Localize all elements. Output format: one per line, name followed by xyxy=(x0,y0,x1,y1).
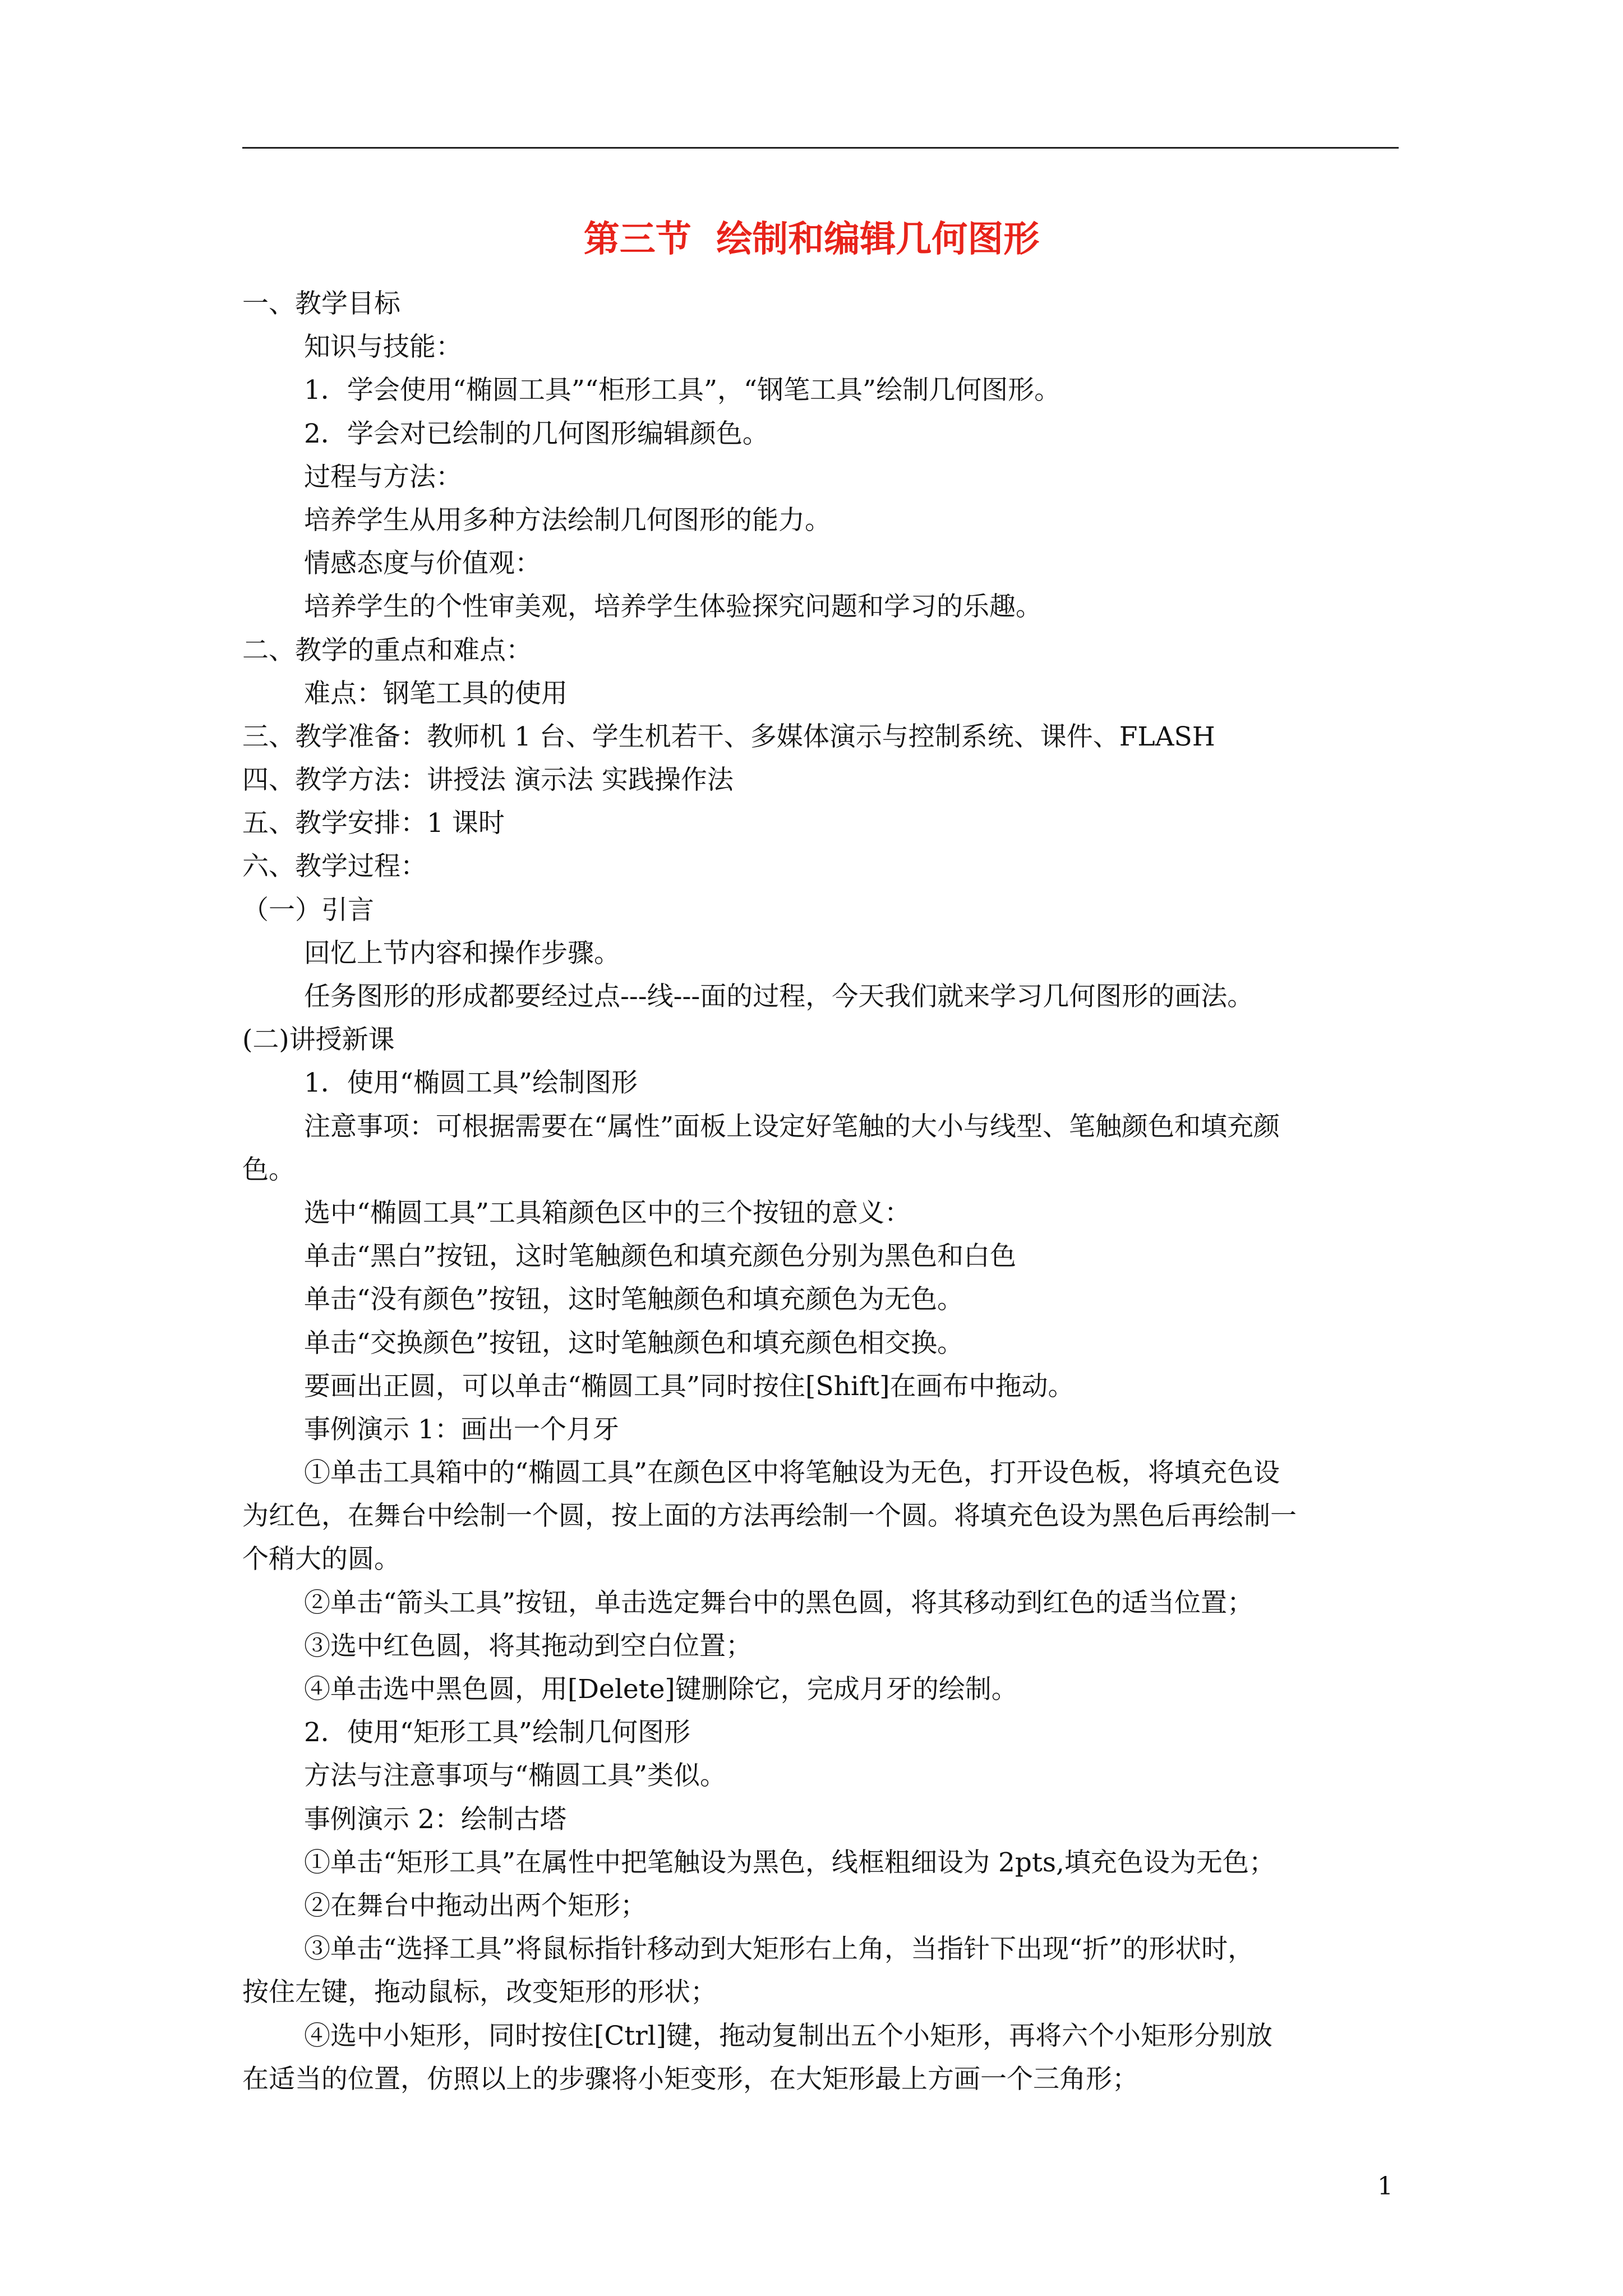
text-line: 过程与方法： xyxy=(304,461,462,493)
text-line: 回忆上节内容和操作步骤。 xyxy=(304,937,620,969)
text-line: 情感态度与价值观： xyxy=(304,548,541,579)
text-line: ④选中小矩形，同时按住[Ctrl]键，拖动复制出五个小矩形，再将六个小矩形分别放 xyxy=(304,2020,1273,2051)
page-number: 1 xyxy=(1377,2172,1393,2201)
text-line: 单击“没有颜色”按钮，这时笔触颜色和填充颜色为无色。 xyxy=(304,1284,964,1315)
text-line: ④单击选中黑色圆，用[Delete]键删除它，完成月牙的绘制。 xyxy=(304,1674,1018,1705)
document-body xyxy=(242,282,1399,2101)
text-line: 在适当的位置，仿照以上的步骤将小矩变形，在大矩形最上方画一个三角形； xyxy=(242,2063,1138,2095)
text-line: 1．学会使用“椭圆工具”“柜形工具”，“钢笔工具”绘制几何图形。 xyxy=(304,375,1061,406)
text-line: ②在舞台中拖动出两个矩形； xyxy=(304,1890,647,1921)
text-line: 个稍大的圆。 xyxy=(242,1544,400,1575)
text-line: ③单击“选择工具”将鼠标指针移动到大矩形右上角，当指针下出现“折”的形状时， xyxy=(304,1934,1255,1965)
text-line: 注意事项：可根据需要在“属性”面板上设定好笔触的大小与线型、笔触颜色和填充颜 xyxy=(304,1111,1280,1142)
text-line: 培养学生从用多种方法绘制几何图形的能力。 xyxy=(304,504,831,536)
text-line: 单击“交换颜色”按钮，这时笔触颜色和填充颜色相交换。 xyxy=(304,1327,964,1359)
text-line: 事例演示 1：画出一个月牙 xyxy=(304,1414,619,1445)
text-line: 要画出正圆，可以单击“椭圆工具”同时按住[Shift]在画布中拖动。 xyxy=(304,1370,1075,1402)
text-line: 单击“黑白”按钮，这时笔触颜色和填充颜色分别为黑色和白色 xyxy=(304,1241,1017,1272)
text-line: 2．使用“矩形工具”绘制几何图形 xyxy=(304,1717,690,1749)
text-line: 六、教学过程： xyxy=(242,851,427,882)
page-title: 第三节 绘制和编辑几何图形 xyxy=(583,219,1040,260)
text-line: 三、教学准备：教师机 1 台、学生机若干、多媒体演示与控制系统、课件、FLASH xyxy=(242,721,1215,752)
text-line: 培养学生的个性审美观，培养学生体验探究问题和学习的乐趣。 xyxy=(304,591,1042,623)
header-rule xyxy=(242,147,1399,149)
text-line: ②单击“箭头工具”按钮，单击选定舞台中的黑色圆，将其移动到红色的适当位置； xyxy=(304,1587,1254,1618)
text-line: 1．使用“椭圆工具”绘制图形 xyxy=(304,1068,638,1099)
text-line: ①单击工具箱中的“椭圆工具”在颜色区中将笔触设为无色，打开设色板，将填充色设 xyxy=(304,1457,1280,1489)
text-line: 方法与注意事项与“椭圆工具”类似。 xyxy=(304,1760,727,1792)
text-line: 色。 xyxy=(242,1154,295,1185)
text-line: (二)讲授新课 xyxy=(242,1024,395,1056)
text-line: 按住左键，拖动鼠标，改变矩形的形状； xyxy=(242,1977,717,2008)
text-line: 知识与技能： xyxy=(304,332,462,363)
text-line: 任务图形的形成都要经过点---线---面的过程，今天我们就来学习几何图形的画法。 xyxy=(304,981,1254,1012)
text-line: （一）引言 xyxy=(242,894,374,926)
text-line: 五、教学安排：1 课时 xyxy=(242,808,505,839)
text-line: 2．学会对已绘制的几何图形编辑颜色。 xyxy=(304,418,769,449)
text-line: 事例演示 2：绘制古塔 xyxy=(304,1803,566,1835)
text-line: ③选中红色圆，将其拖动到空白位置； xyxy=(304,1630,752,1662)
text-line: 选中“椭圆工具”工具箱颜色区中的三个按钮的意义： xyxy=(304,1197,911,1228)
text-line: 为红色，在舞台中绘制一个圆，按上面的方法再绘制一个圆。将填充色设为黑色后再绘制一 xyxy=(242,1501,1297,1532)
text-line: 一、教学目标 xyxy=(242,288,400,319)
text-line: 四、教学方法：讲授法 演示法 实践操作法 xyxy=(242,765,734,796)
text-line: ①单击“矩形工具”在属性中把笔触设为黑色，线框粗细设为 2pts,填充色设为无色； xyxy=(304,1847,1275,1878)
text-line: 二、教学的重点和难点： xyxy=(242,634,532,666)
text-line: 难点：钢笔工具的使用 xyxy=(304,678,568,709)
